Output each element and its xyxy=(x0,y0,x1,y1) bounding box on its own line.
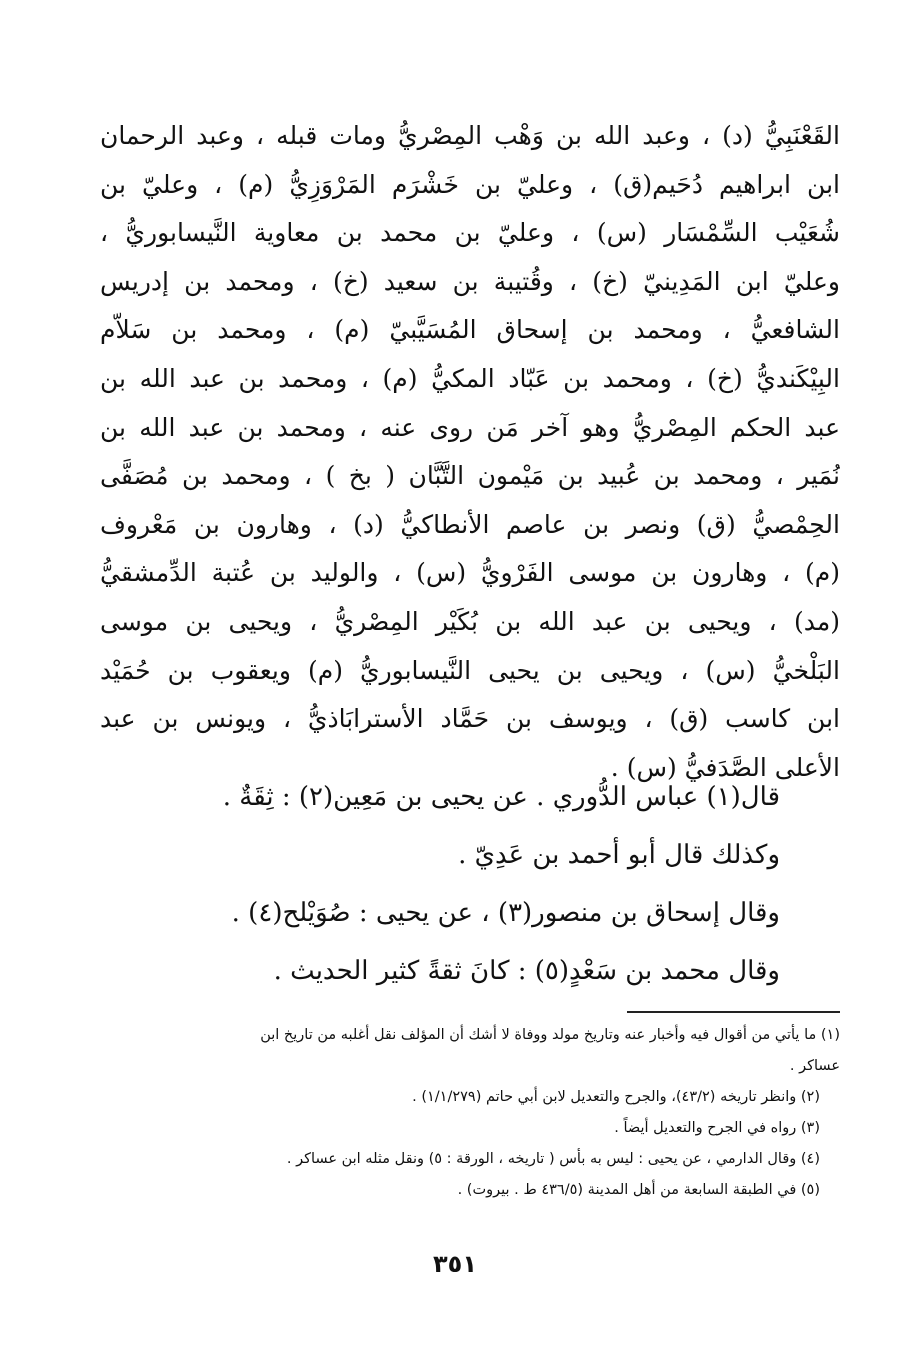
text-line: ابن كاسب (ق) ، ويوسف بن حَمَّاد الأسترابَاذيُّ ، ويونس بن عبد xyxy=(100,704,840,734)
text-line: البَلْخيُّ (س) ، ويحيى بن يحيى النَّيسابوريُّ (م) ويعقوب بن حُمَيْد xyxy=(100,655,840,685)
text-line: شُعَيْب السِّمْسَار (س) ، وعليّ بن محمد بن معاوية النَّيسابوريُّ ، xyxy=(100,218,840,248)
quotes-block xyxy=(100,768,780,1000)
text-line: وعليّ ابن المَدِينيّ (خ) ، وقُتيبة بن سعيد (خ) ، ومحمد بن إدريس xyxy=(100,266,840,296)
text-line: الأعلى الصَّدَفيُّ (س) . xyxy=(610,752,840,782)
main-text xyxy=(100,112,840,792)
page-number: ٣٥١ xyxy=(433,1250,477,1278)
text-line: الشافعيُّ ، ومحمد بن إسحاق المُسَيَّبيّ (م) ، ومحمد بن سَلاّم xyxy=(100,315,840,345)
text-line: نُمَير ، ومحمد بن عُبيد بن مَيْمون التَّبَّان ( بخ ) ، ومحمد بن مُصَفَّى xyxy=(100,461,840,491)
text-line: (مد) ، ويحيى بن عبد الله بن بُكَيْر المِصْريُّ ، ويحيى بن موسى xyxy=(100,606,840,636)
text-line: (م) ، وهارون بن موسى الفَرْويُّ (س) ، والوليد بن عُتبة الدِّمشقيُّ xyxy=(100,558,840,588)
text-line: القَعْنَبِيُّ (د) ، وعبد الله بن وَهْب المِصْريُّ ومات قبله ، وعبد الرحمان xyxy=(100,121,840,150)
quote-line: وقال إسحاق بن منصور(٣) ، عن يحيى : صُوَيْلح(٤) . xyxy=(231,898,780,928)
text-line: ابن ابراهيم دُحَيم(ق) ، وعليّ بن خَشْرَم المَرْوَزِيُّ (م) ، وعليّ بن xyxy=(100,169,840,199)
quote-line: قال(١) عباس الدُّوري . عن يحيى بن مَعِين(٢) : ثِقَةٌ . xyxy=(222,782,780,812)
footnote: (٤) وقال الدارمي ، عن يحيى : ليس به بأس ( تاريخه ، الورقة : ٥) ونقل مثله ابن عساكر . xyxy=(286,1151,820,1167)
footnote-separator xyxy=(627,1011,840,1013)
footnote-continuation: عساكر . xyxy=(789,1058,840,1074)
quote-line: وكذلك قال أبو أحمد بن عَدِيّ . xyxy=(458,840,780,870)
text-line: البِيْكَنديُّ (خ) ، ومحمد بن عَبّاد المكيُّ (م) ، ومحمد بن عبد الله بن xyxy=(100,363,840,393)
footnote: (٥) في الطبقة السابعة من أهل المدينة (٤٣٦/٥ ط . بيروت) . xyxy=(457,1182,820,1198)
quote-line: وقال محمد بن سَعْدٍ(٥) : كانَ ثقةً كثير الحديث . xyxy=(273,956,780,986)
text-line: عبد الحكم المِصْريُّ وهو آخر مَن روى عنه ، ومحمد بن عبد الله بن xyxy=(100,412,840,442)
footnote: (١) ما يأتي من أقوال فيه وأخبار عنه وتاريخ مولد ووفاة لا أشك أن المؤلف نقل أغلبه من تاريخ ابن xyxy=(260,1027,840,1043)
text-line: الحِمْصيُّ (ق) ونصر بن عاصم الأنطاكيُّ (د) ، وهارون بن مَعْروف xyxy=(100,509,840,539)
footnotes xyxy=(120,1020,840,1206)
footnote: (٣) رواه في الجرح والتعديل أيضاً . xyxy=(614,1120,820,1136)
footnote: (٢) وانظر تاريخه (٤٣/٢)، والجرح والتعديل لابن أبي حاتم (١/١/٢٧٩) . xyxy=(412,1089,820,1105)
